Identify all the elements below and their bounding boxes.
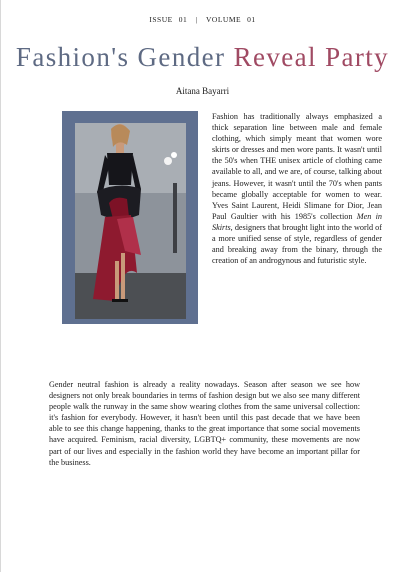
column-text-end: , designers that brought light into the world of a more unified sense of style, regardless of gender and breaking away from the binary, through the creation of an androgynous and futuristic style. [212,222,382,266]
article-column-right [212,111,382,266]
stage-light-2 [171,152,177,158]
runway-model-photo [75,123,186,319]
column-paragraph [212,111,382,266]
title-part-1: Fashion's Gender [15,42,226,72]
article-title [0,42,405,73]
issue-header [0,15,405,24]
background-figure [173,183,177,253]
model-left-leg [115,261,119,301]
issue-separator: | [195,15,198,24]
column-italic-collection: Men in Skirts [212,211,383,232]
runway-photo-illustration [75,123,186,319]
model-right-shoe [119,299,128,302]
stage-light [164,157,172,165]
model-right-leg [121,253,125,301]
issue-label: ISSUE [149,15,173,24]
bottom-paragraph: Gender neutral fashion is already a reality nowadays. Season after season we see how designers not only break boundaries in terms of fashion design but we also see many different people walk the runway in the same show wearing clothes from the same universal collection: it's fashion for everybody. However, it hasn't been until this past decade that we have been able to see this change happening, thanks to the great importance that some social movements have acquired. Feminism, racial diversity, LGBTQ+ community, these movements are now part of our lives and especially in the fashion world they have become an important pillar for the business. [49,380,360,467]
volume-label: VOLUME [206,15,242,24]
article-body-bottom [49,379,360,468]
article-author: Aitana Bayarri [175,86,230,96]
volume-number: 01 [247,15,256,24]
model-neck [116,145,124,153]
model-top [107,153,133,185]
runway-floor [75,273,186,319]
title-part-2: Reveal Party [233,42,390,72]
column-text-start: Fashion has traditionally always emphasized a thick separation line between male and female clothing, which simply meant that women wore skirts or dresses and men wore pants. It wasn't until the 50's when THE unisex article of clothing came available to all, and we are, of course, talking about jeans. However, it wasn't until the 70's when pants became globally acceptable for women to wear. Yves Saint Laurent, Heidi Slimane for Dior, Jean Paul Gaultier with his 1985's collection [212,112,382,221]
issue-number: 01 [178,15,188,24]
